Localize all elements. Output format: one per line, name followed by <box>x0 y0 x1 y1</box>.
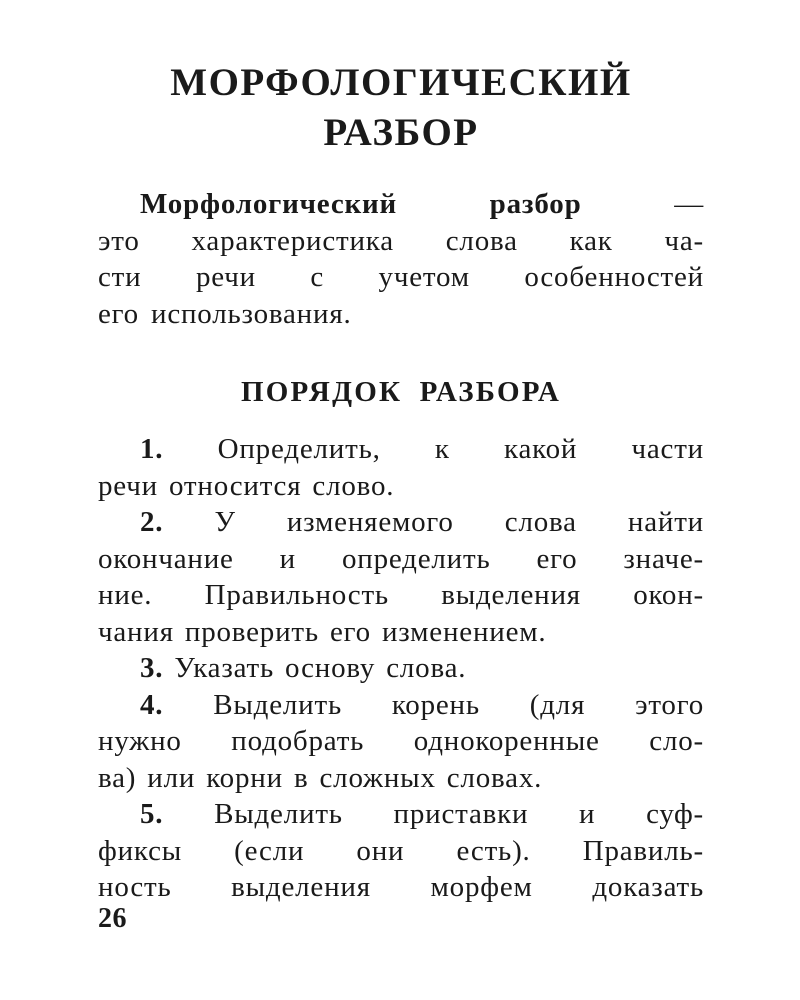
step-item-3 <box>98 650 704 687</box>
step-text: У изменяемого слова найти <box>214 506 704 538</box>
step-number: 5. <box>140 798 164 830</box>
step-line: ва) или корни в сложных словах. <box>98 761 543 794</box>
definition-paragraph <box>98 186 704 332</box>
step-item-2 <box>98 504 704 650</box>
step-number: 3. <box>140 652 164 684</box>
definition-term: Морфологический разбор <box>140 188 582 220</box>
step-first-line <box>98 431 704 468</box>
definition-line: его использования. <box>98 297 352 330</box>
step-first-line <box>98 504 704 541</box>
definition-dash: — <box>674 188 704 220</box>
step-line: нужно подобрать однокоренные сло- <box>98 725 704 757</box>
step-line: фиксы (если они есть). Правиль- <box>98 834 704 867</box>
step-line: речи относится слово. <box>98 469 395 502</box>
step-item-4 <box>98 687 704 797</box>
step-number: 1. <box>140 433 164 465</box>
step-text: Определить, к какой части <box>217 433 704 465</box>
steps-list <box>98 431 704 906</box>
page-title <box>98 58 704 158</box>
step-number: 4. <box>140 688 164 721</box>
definition-line: сти речи с учетом особенностей <box>98 261 704 293</box>
page-number: 26 <box>98 903 127 934</box>
title-line-2: РАЗБОР <box>323 111 479 154</box>
step-line: окончание и определить его значе- <box>98 542 704 575</box>
definition-first-line <box>98 186 704 223</box>
step-item-1 <box>98 431 704 504</box>
title-line-1: МОРФОЛОГИЧЕСКИЙ <box>170 61 632 104</box>
step-number: 2. <box>140 506 164 538</box>
step-item-5 <box>98 796 704 906</box>
step-line: ность выделения морфем доказать <box>98 871 704 903</box>
step-first-line <box>98 796 704 833</box>
step-text: Указать основу слова. <box>174 652 467 684</box>
step-text: Выделить приставки и суф- <box>214 798 704 830</box>
step-line: чания проверить его изменением. <box>98 615 547 648</box>
section-title: ПОРЯДОК РАЗБОРА <box>240 376 562 408</box>
definition-line: это характеристика слова как ча- <box>98 224 704 257</box>
step-first-line <box>98 687 704 724</box>
page-content <box>98 58 704 906</box>
step-first-line <box>98 650 704 687</box>
step-text: Выделить корень (для этого <box>213 688 704 721</box>
step-line: ние. Правильность выделения окон- <box>98 579 704 611</box>
